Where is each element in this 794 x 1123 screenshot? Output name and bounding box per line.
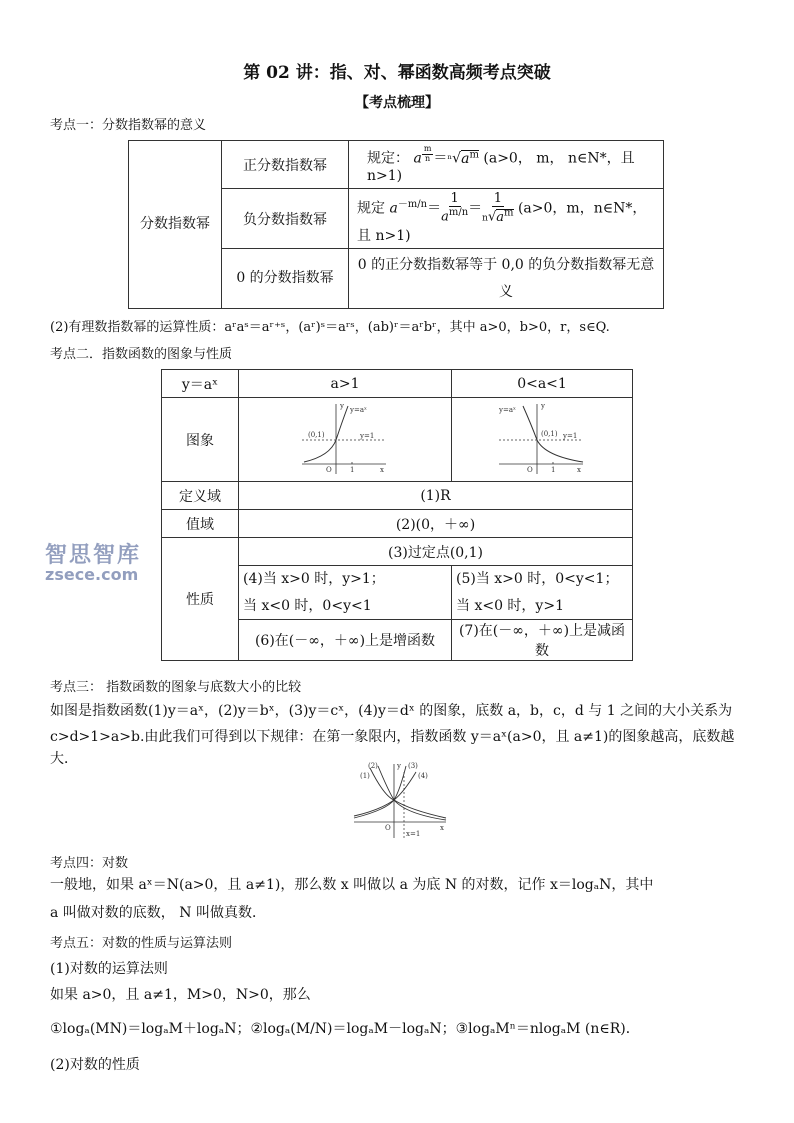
svg-text:x: x (440, 824, 444, 832)
fraction-exponent-table (128, 140, 664, 309)
negative-rule: 规定 $a^{-m/n}=$ $\frac{1}{a^{m/n}}$ ＝ $\frac{1}{n√a^m}$ (a>0，m，n∈N*，且 n>1) (349, 189, 664, 249)
property-6: (6)在(－∞，＋∞)上是增函数 (239, 620, 452, 661)
section-3-text-2: c>d>1>a>b.由此我们可得到以下规律：在第一象限内，指数函数 y＝aˣ(a>0，且 a≠1)的图象越高，底数越大． (50, 729, 735, 768)
decreasing-graph (497, 400, 587, 476)
section-1-heading: 考点一：分数指数幂的意义 (50, 118, 207, 133)
graph-decreasing (452, 398, 633, 482)
section-5-condition: 如果 a>0，且 a≠1，M>0，N>0，那么 (50, 987, 311, 1003)
row-label-range: 值域 (162, 510, 239, 538)
svg-text:O: O (326, 465, 332, 474)
section-5-sub-2: (2)对数的性质 (50, 1057, 140, 1073)
property-5: (5)当 x>0 时，0<y<1； 当 x<0 时，y>1 (452, 566, 633, 620)
svg-text:x=1: x=1 (406, 830, 421, 838)
svg-text:(0,1): (0,1) (308, 430, 325, 439)
range-value: (2)(0，＋∞) (239, 510, 633, 538)
svg-text:y=aˣ: y=aˣ (499, 405, 516, 414)
graph-increasing (239, 398, 452, 482)
row-label-domain: 定义域 (162, 482, 239, 510)
row-label-zero: 0 的分数指数幂 (222, 249, 349, 309)
fixed-point: (3)过定点(0,1) (239, 538, 633, 566)
watermark: 智思智库 zsece.com (45, 543, 142, 584)
svg-text:1: 1 (350, 465, 355, 474)
svg-text:(0,1): (0,1) (541, 429, 558, 438)
rational-exponent-rules: (2)有理数指数幂的运算性质：aʳaˢ＝aʳ⁺ˢ，(aʳ)ˢ＝aʳˢ，(ab)ʳ＝aʳbʳ，其中 a>0，b>0，r，s∈Q. (50, 320, 610, 335)
property-7: (7)在(－∞，＋∞)上是减函数 (452, 620, 633, 661)
section-3-heading: 考点三： 指数函数的图象与底数大小的比较 (50, 680, 302, 695)
row-label-graph: 图象 (162, 398, 239, 482)
svg-text:O: O (527, 465, 533, 474)
svg-text:x: x (380, 465, 384, 474)
section-5-sub-1: (1)对数的运算法则 (50, 961, 168, 977)
section-5-heading: 考点五：对数的性质与运算法则 (50, 936, 233, 951)
svg-text:y=1: y=1 (360, 431, 375, 440)
section-2-heading: 考点二．指数函数的图象与性质 (50, 347, 233, 362)
row-label-properties: 性质 (162, 538, 239, 661)
svg-text:(3): (3) (408, 762, 418, 770)
group-label: 分数指数幂 (129, 141, 222, 309)
base-comparison-figure (350, 760, 450, 840)
svg-text:x: x (577, 465, 581, 474)
svg-text:1: 1 (551, 465, 556, 474)
header-function: y＝aˣ (162, 370, 239, 398)
svg-text:(2): (2) (368, 762, 378, 770)
svg-text:y: y (340, 401, 344, 410)
section-5-log-rules: ①logₐ(MN)＝logₐM＋logₐN；②logₐ(M/N)＝logₐM－logₐN；③logₐMⁿ＝nlogₐM (n∈R)． (50, 1021, 640, 1037)
row-label-negative: 负分数指数幂 (222, 189, 349, 249)
header-a-gt-1: a>1 (239, 370, 452, 398)
increasing-graph (300, 400, 390, 476)
svg-text:O: O (385, 824, 391, 832)
svg-text:(1): (1) (360, 772, 370, 780)
property-4: (4)当 x>0 时，y>1； 当 x<0 时，0<y<1 (239, 566, 452, 620)
page-subtitle: 【考点梳理】 (355, 95, 439, 111)
svg-text:y=1: y=1 (563, 431, 578, 440)
section-3-text-1: 如图是指数函数(1)y＝aˣ，(2)y＝bˣ，(3)y＝cˣ，(4)y＝dˣ 的图象，底数 a，b，c，d 与 1 之间的大小关系为 (50, 703, 733, 719)
section-4-heading: 考点四：对数 (50, 856, 129, 871)
domain-value: (1)R (239, 482, 633, 510)
section-4-text-1: 一般地，如果 aˣ＝N(a>0，且 a≠1)，那么数 x 叫做以 a 为底 N 的对数，记作 x＝logₐN，其中 (50, 877, 654, 893)
svg-text:(4): (4) (418, 772, 428, 780)
svg-text:y=aˣ: y=aˣ (350, 405, 367, 414)
svg-text:y: y (541, 401, 545, 410)
header-a-between: 0<a<1 (452, 370, 633, 398)
exponential-table (161, 369, 633, 661)
row-label-positive: 正分数指数幂 (222, 141, 349, 189)
section-4-text-2: a 叫做对数的底数， N 叫做真数． (50, 905, 266, 921)
zero-rule: 0 的正分数指数幂等于 0,0 的负分数指数幂无意义 (349, 249, 664, 309)
positive-rule: 规定： a $^{\frac{m}{n}}$ $=^n√a^m$ (a>0， m， n∈N*，且 n>1) (349, 141, 664, 189)
svg-text:y: y (397, 762, 401, 770)
page-title: 第 02 讲：指、对、幂函数高频考点突破 (243, 63, 551, 83)
